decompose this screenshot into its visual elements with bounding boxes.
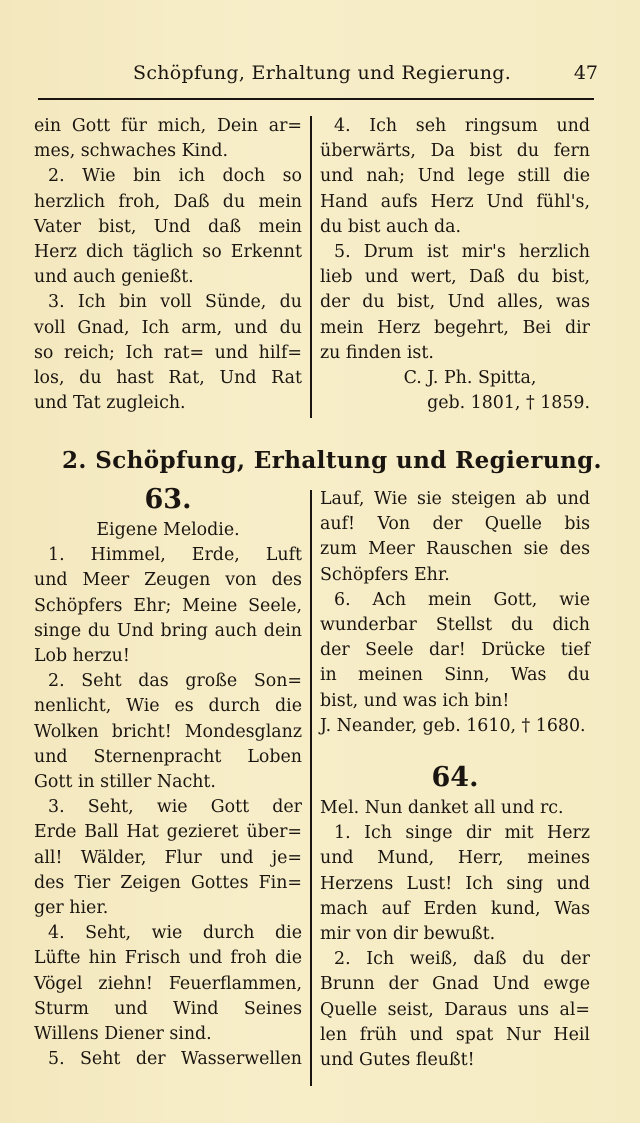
verse-start: 1. Ich singe dir mit Herz [334,823,590,844]
running-title: Schöpfung, Erhaltung und Regierung. [133,62,512,84]
author-name: C. J. Ph. Spitta, [403,368,537,389]
text-line: und Gutes fleußt! [320,1050,475,1071]
melody-note: Eigene Melodie. [96,520,240,540]
text-line: Gott in stiller Nacht. [34,772,216,793]
column-rule [310,490,312,1086]
hymn-number: 63. [144,484,192,515]
top-left-column [34,114,302,416]
text-line: Wolken bricht! Mondesglanz [34,721,302,742]
text-line: so reich; Ich rat= und hilf= [34,342,302,363]
text-line: überwärts, Da bist du fern [320,141,590,162]
verse-start: 4. Ich seh ringsum und [334,116,590,136]
text-line: Sturm und Wind Seines [34,998,302,1019]
text-line: der du bist, Und alles, was [320,292,590,313]
text-line: wunderbar Stellst du dich [320,615,590,636]
header-rule [38,98,594,100]
text-line: Herz dich täglich so Erkennt [34,242,302,263]
verse-start: 1. Himmel, Erde, Luft [48,545,302,566]
text-line: Vögel ziehn! Feuerflammen, [34,973,302,994]
text-line: nenlicht, Wie es durch die [34,696,302,717]
text-line: und auch genießt. [34,267,194,288]
top-right-column [320,114,590,416]
text-line: len früh und spat Nur Heil [320,1024,590,1045]
text-line: Lüfte hin Frisch und froh die [34,948,302,969]
text-line: Brunn der Gnad Und ewge [320,974,590,995]
hymn-number: 64. [431,762,479,793]
column-rule [310,116,312,418]
text-line: Hand aufs Herz Und fühl's, [320,191,590,212]
verse-start: 5. Drum ist mir's herzlich [334,242,590,263]
verse-start: 6. Ach mein Gott, wie [334,589,590,610]
verse-start: 2. Ich weiß, daß du der [334,949,590,970]
text-line: mes, schwaches Kind. [34,141,228,162]
text-line: und nah; Und lege still die [320,166,590,187]
text-line: bist, und was ich bin! [320,690,510,711]
text-line: mir von dir bewußt. [320,924,496,945]
author-dates: geb. 1801, † 1859. [427,393,590,414]
text-line: herzlich froh, Daß du mein [34,191,302,212]
text-line: singe du Und bring auch dein [34,620,302,641]
author-line: J. Neander, geb. 1610, † 1680. [320,715,586,736]
section-title: 2. Schöpfung, Erhaltung und Regierung. [62,447,602,474]
text-line: Vater bist, Und daß mein [34,216,302,237]
text-line: Quelle seist, Daraus uns al= [320,999,590,1020]
text-line: du bist auch da. [320,216,462,237]
text-line: Schöpfers Ehr; Meine Seele, [34,595,302,616]
text-line: Herzens Lust! Ich sing und [320,873,590,894]
hymn-63-left-column [34,482,302,1072]
text-line: mach auf Erden kund, Was [320,898,590,919]
text-line: mein Herz begehrt, Bei dir [320,317,590,338]
hymn-63-right-column [320,487,590,739]
text-line: ger hier. [34,898,109,919]
text-line: des Tier Zeigen Gottes Fin= [34,872,302,893]
text-line: und Meer Zeugen von des [34,570,302,591]
verse-start: 5. Seht der Wasserwellen [48,1049,302,1070]
text-line: los, du hast Rat, Und Rat [34,368,302,389]
text-line: Lauf, Wie sie steigen ab und [320,489,590,509]
verse-start: 2. Wie bin ich doch so [48,166,302,187]
verse-start: 3. Seht, wie Gott der [48,797,302,818]
text-line: in meinen Sinn, Was du [320,665,590,686]
text-line: auf! Von der Quelle bis [320,514,590,535]
page-number: 47 [573,62,598,84]
text-line: und Mund, Herr, meines [320,848,590,869]
verse-start: 2. Seht das große Son= [48,671,302,692]
text-line: all! Wälder, Flur und je= [34,847,302,868]
text-line: Lob herzu! [34,646,130,667]
melody-note: Mel. Nun danket all und rc. [320,798,564,818]
text-line: zu finden ist. [320,342,434,363]
hymn-64-column [320,760,590,1073]
text-line: ein Gott für mich, Dein ar= [34,116,302,136]
verse-start: 4. Seht, wie durch die [48,923,302,944]
text-line: lieb und wert, Daß du bist, [320,267,590,288]
text-line: der Seele dar! Drücke tief [320,640,590,661]
text-line: Erde Ball Hat gezieret über= [34,822,302,843]
text-line: zum Meer Rauschen sie des [320,539,590,560]
text-line: und Sternenpracht Loben [34,746,302,767]
text-line: Willens Diener sind. [34,1024,212,1045]
verse-start: 3. Ich bin voll Sünde, du [48,292,302,313]
running-head [38,60,598,90]
text-line: und Tat zugleich. [34,393,186,414]
text-line: voll Gnad, Ich arm, und du [34,317,302,338]
text-line: Schöpfers Ehr. [320,564,450,585]
